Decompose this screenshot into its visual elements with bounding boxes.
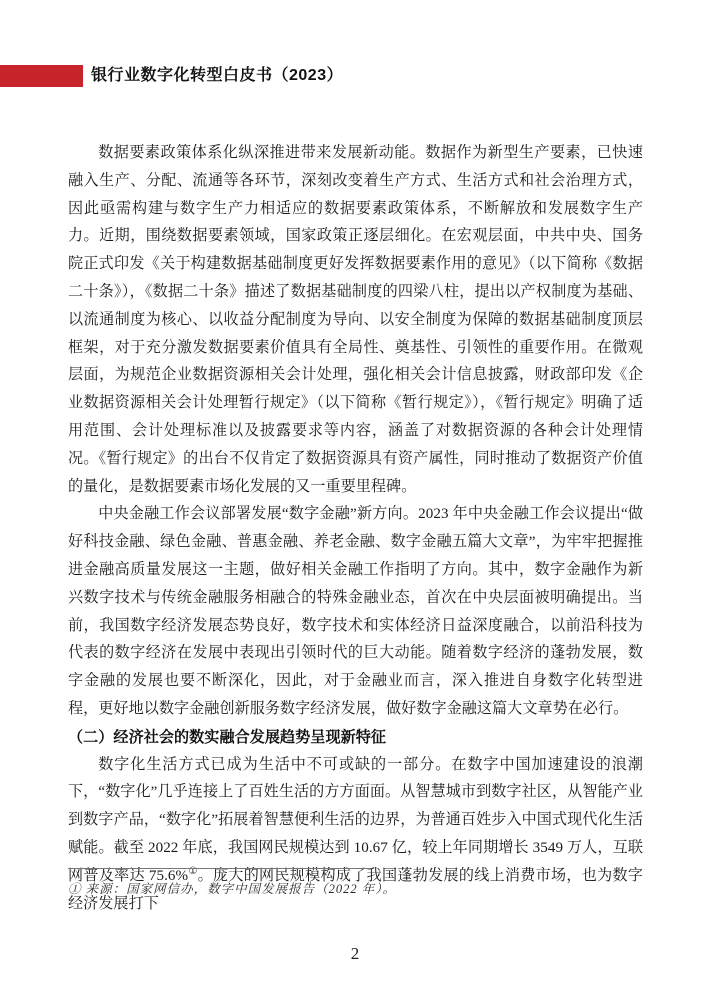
paragraph-central-finance: 中央金融工作会议部署发展“数字金融”新方向。2023 年中央金融工作会议提出“做好科技金融、绿色金融、普惠金融、养老金融、数字金融五篇大文章”，为牢牢把握推进金融高质量发展这一主题，做好相关金融工作指明了方向。其中，数字金融作为新兴数字技术与传统金融服务相融合的特殊金融业态，首次在中央层面被明确提出。当前，我国数字经济发展态势良好，数字技术和实体经济日益深度融合，以前沿科技为代表的数字经济在发展中表现出引领时代的巨大动能。随着数字经济的蓬勃发展，数字金融的发展也要不断深化，因此，对于金融业而言，深入推进自身数字化转型进程，更好地以数字金融创新服务数字经济发展，做好数字金融这篇大文章势在必行。 [68,506,643,717]
footnote-area [68,865,643,899]
footnote-text: ① 来源：国家网信办，数字中国发展报告（2022 年）。 [68,882,397,896]
footnote-reference-marker: ① [188,865,198,877]
footnote-separator-line [68,868,371,869]
document-title: 银行业数字化转型白皮书（2023） [91,67,344,84]
page-number: 2 [350,944,360,963]
paragraph-data-policy: 数据要素政策体系化纵深推进带来发展新动能。数据作为新型生产要素，已快速融入生产、分配、流通等各环节，深刻改变着生产方式、生活方式和社会治理方式，因此亟需构建与数字生产力相适应的数据要素政策体系，不断解放和发展数字生产力。近期，围绕数据要素领域，国家政策正逐层细化。在宏观层面，中共中央、国务院正式印发《关于构建数据基础制度更好发挥数据要素作用的意见》（以下简称《数据二十条》），《数据二十条》描述了数据基础制度的四梁八柱，提出以产权制度为基础、以流通制度为核心、以收益分配制度为导向、以安全制度为保障的数据基础制度顶层框架，对于充分激发数据要素价值具有全局性、奠基性、引领性的重要作用。在微观层面，为规范企业数据资源相关会计处理，强化相关会计信息披露，财政部印发《企业数据资源相关会计处理暂行规定》（以下简称《暂行规定》），《暂行规定》明确了适用范围、会计处理标准以及披露要求等内容，涵盖了对数据资源的各种会计处理情况。《暂行规定》的出台不仅肯定了数据资源具有资产属性，同时推动了数据资产价值的量化，是数据要素市场化发展的又一重要里程碑。 [68,145,643,495]
paragraph-digital-life-continuation: 。庞大的网民规模构成了我国蓬勃发展的线上消费市场，也为数字经济发展打下 [68,867,644,912]
page-header [0,0,710,110]
section-heading: （二）经济社会的数实融合发展趋势呈现新特征 [68,728,387,746]
paragraph-digital-life-text: 数字化生活方式已成为生活中不可或缺的一部分。在数字中国加速建设的浪潮下，“数字化”几乎连接上了百姓生活的方方面面。从智慧城市到数字社区，从智能产业到数字产品，“数字化”拓展着智慧便利生活的边界，为普通百姓步入中国式现代化生活赋能。截至 2022 年底，我国网民规模达到 10.67 亿，较上年同期增长 3549 万人，互联网普及率达 75.6% [68,756,643,884]
document-body [68,140,643,918]
header-accent-bar [0,65,83,87]
